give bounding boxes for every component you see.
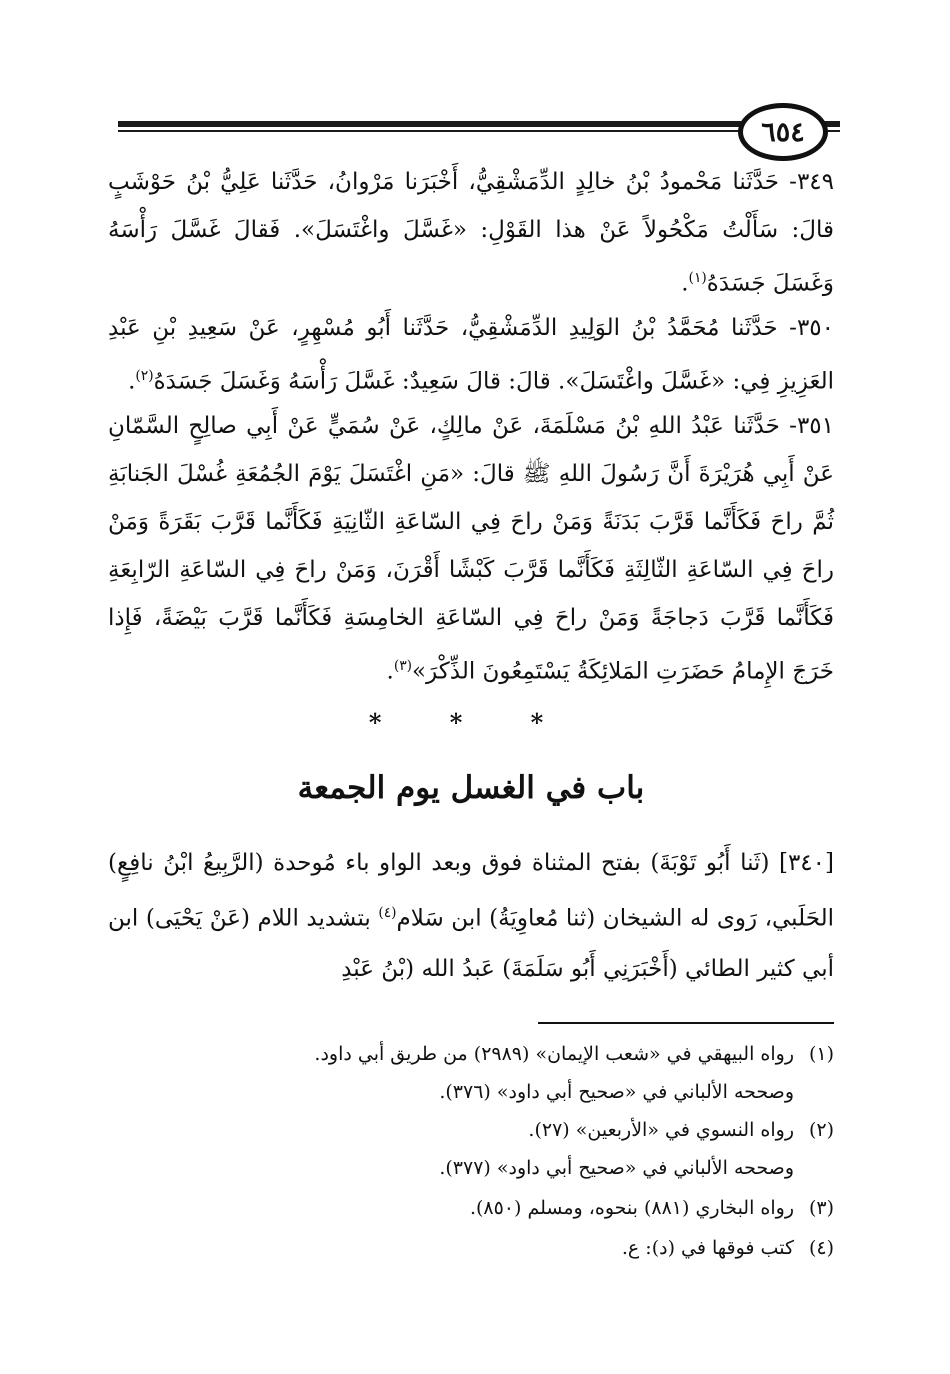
commentary-text: [٣٤٠] (ثَنا أَبُو تَوْبَةَ) بفتح المثناة فوق وبعد الواو باء مُوحدة (الرَّبِيعُ ابْنُ نافِعٍ) الحَلَبي، رَوى له الشيخان (ثنا مُعاوِيَةُ) ابن سَلام bbox=[108, 850, 834, 932]
footnote-1-cont bbox=[114, 1074, 834, 1110]
hadith-end: . bbox=[681, 270, 689, 297]
footnote-text: رواه البيهقي في «شعب الإيمان» (٢٩٨٩) من طريق أبي داود. bbox=[314, 1043, 794, 1065]
footnote-3 bbox=[114, 1190, 834, 1226]
footnote-1 bbox=[114, 1036, 834, 1072]
footnote-ref[interactable]: (٣) bbox=[393, 658, 413, 674]
footnote-ref[interactable]: (٤) bbox=[378, 905, 397, 921]
hadith-end: . bbox=[386, 658, 394, 685]
hadith-350 bbox=[108, 304, 834, 402]
footnote-text: رواه البخاري (٨٨١) بنحوه، ومسلم (٨٥٠). bbox=[469, 1197, 794, 1219]
commentary-text-cont: بتشديد اللام (عَنْ يَحْيَى) ابن أبي كثير الطائي (أَخْبَرَنِي أَبُو سَلَمَةَ) عَبدُ الله (بْنُ عَبْدِ bbox=[108, 905, 834, 982]
section-title: باب في الغسل يوم الجمعة bbox=[297, 770, 645, 806]
footnote-number: (٢) bbox=[808, 1119, 834, 1141]
footnote-number: (٤) bbox=[808, 1237, 834, 1259]
hadith-349 bbox=[108, 158, 834, 304]
footnote-text: وصححه الألباني في «صحيح أبي داود» (٣٧٦). bbox=[439, 1081, 794, 1103]
footnote-ref[interactable]: (٢) bbox=[135, 368, 154, 384]
commentary-paragraph bbox=[108, 838, 834, 988]
footnote-number: (١) bbox=[808, 1043, 834, 1065]
footnote-text: كتب فوقها في (د): ع. bbox=[621, 1237, 794, 1259]
footnote-2 bbox=[114, 1112, 834, 1148]
hadith-text: ٣٥٠- حَدَّثَنا مُحَمَّدُ بْنُ الوَلِيدِ الدِّمَشْقِيُّ، حَدَّثَنا أَبُو مُسْهِرٍ، عَنْ سَعِيدِ بْنِ عَبْدِ العَزِيزِ فِي: «غَسَّلَ واغْتَسَلَ». قالَ: قالَ سَعِيدٌ: غَسَّلَ رَأْسَهُ وَغَسَلَ جَسَدَهُ bbox=[108, 315, 834, 395]
page-number-badge bbox=[738, 103, 828, 161]
page-number: ٦٥٤ bbox=[761, 116, 805, 148]
section-separator: * * * bbox=[368, 708, 574, 737]
footnote-2-cont bbox=[114, 1150, 834, 1186]
footnote-text: رواه النسوي في «الأربعين» (٢٧). bbox=[528, 1119, 794, 1141]
footnote-ref[interactable]: (١) bbox=[688, 270, 707, 286]
header-rule bbox=[118, 121, 840, 127]
footnote-divider bbox=[538, 1022, 834, 1024]
hadith-351 bbox=[108, 402, 834, 710]
hadith-end: . bbox=[128, 368, 136, 395]
footnote-4 bbox=[114, 1230, 834, 1266]
hadith-text: ٣٥١- حَدَّثَنا عَبْدُ اللهِ بْنُ مَسْلَمَةَ، عَنْ مالِكٍ، عَنْ سُمَيٍّ عَنْ أَبِي صالِحٍ السَّمّانِ عَنْ أَبِي هُرَيْرَةَ أَنَّ رَسُولَ اللهِ ﷺ قالَ: «مَنِ اغْتَسَلَ يَوْمَ الجُمُعَةِ غُسْلَ الجَنابَةِ ثُمَّ راحَ فَكَأَنَّما قَرَّبَ بَدَنَةً وَمَنْ راحَ فِي السّاعَةِ الثّانِيَةِ فَكَأَنَّما قَرَّبَ بَقَرَةً وَمَنْ راحَ فِي السّاعَةِ الثّالِثَةِ فَكَأَنَّما قَرَّبَ كَبْشًا أَقْرَنَ، وَمَنْ راحَ فِي السّاعَةِ الرّابِعَةِ فَكَأَنَّما قَرَّبَ دَجاجَةً وَمَنْ راحَ فِي السّاعَةِ الخامِسَةِ فَكَأَنَّما قَرَّبَ بَيْضَةً، فَإِذا خَرَجَ الإِمامُ حَضَرَتِ المَلائِكَةُ يَسْتَمِعُونَ الذِّكْرَ» bbox=[108, 413, 834, 685]
footnote-text: وصححه الألباني في «صحيح أبي داود» (٣٧٧). bbox=[439, 1157, 794, 1179]
footnote-number: (٣) bbox=[808, 1197, 834, 1219]
header-rule-thin bbox=[118, 130, 840, 132]
hadith-text: ٣٤٩- حَدَّثَنا مَحْمودُ بْنُ خالِدٍ الدِّمَشْقِيُّ، أَخْبَرَنا مَرْوانُ، حَدَّثَنا عَلِيُّ بْنُ حَوْشَبٍ قالَ: سَأَلْتُ مَكْحُولاً عَنْ هذا القَوْلِ: «غَسَّلَ واغْتَسَلَ». فَقالَ غَسَّلَ رَأْسَهُ وَغَسَلَ جَسَدَهُ bbox=[108, 169, 834, 297]
